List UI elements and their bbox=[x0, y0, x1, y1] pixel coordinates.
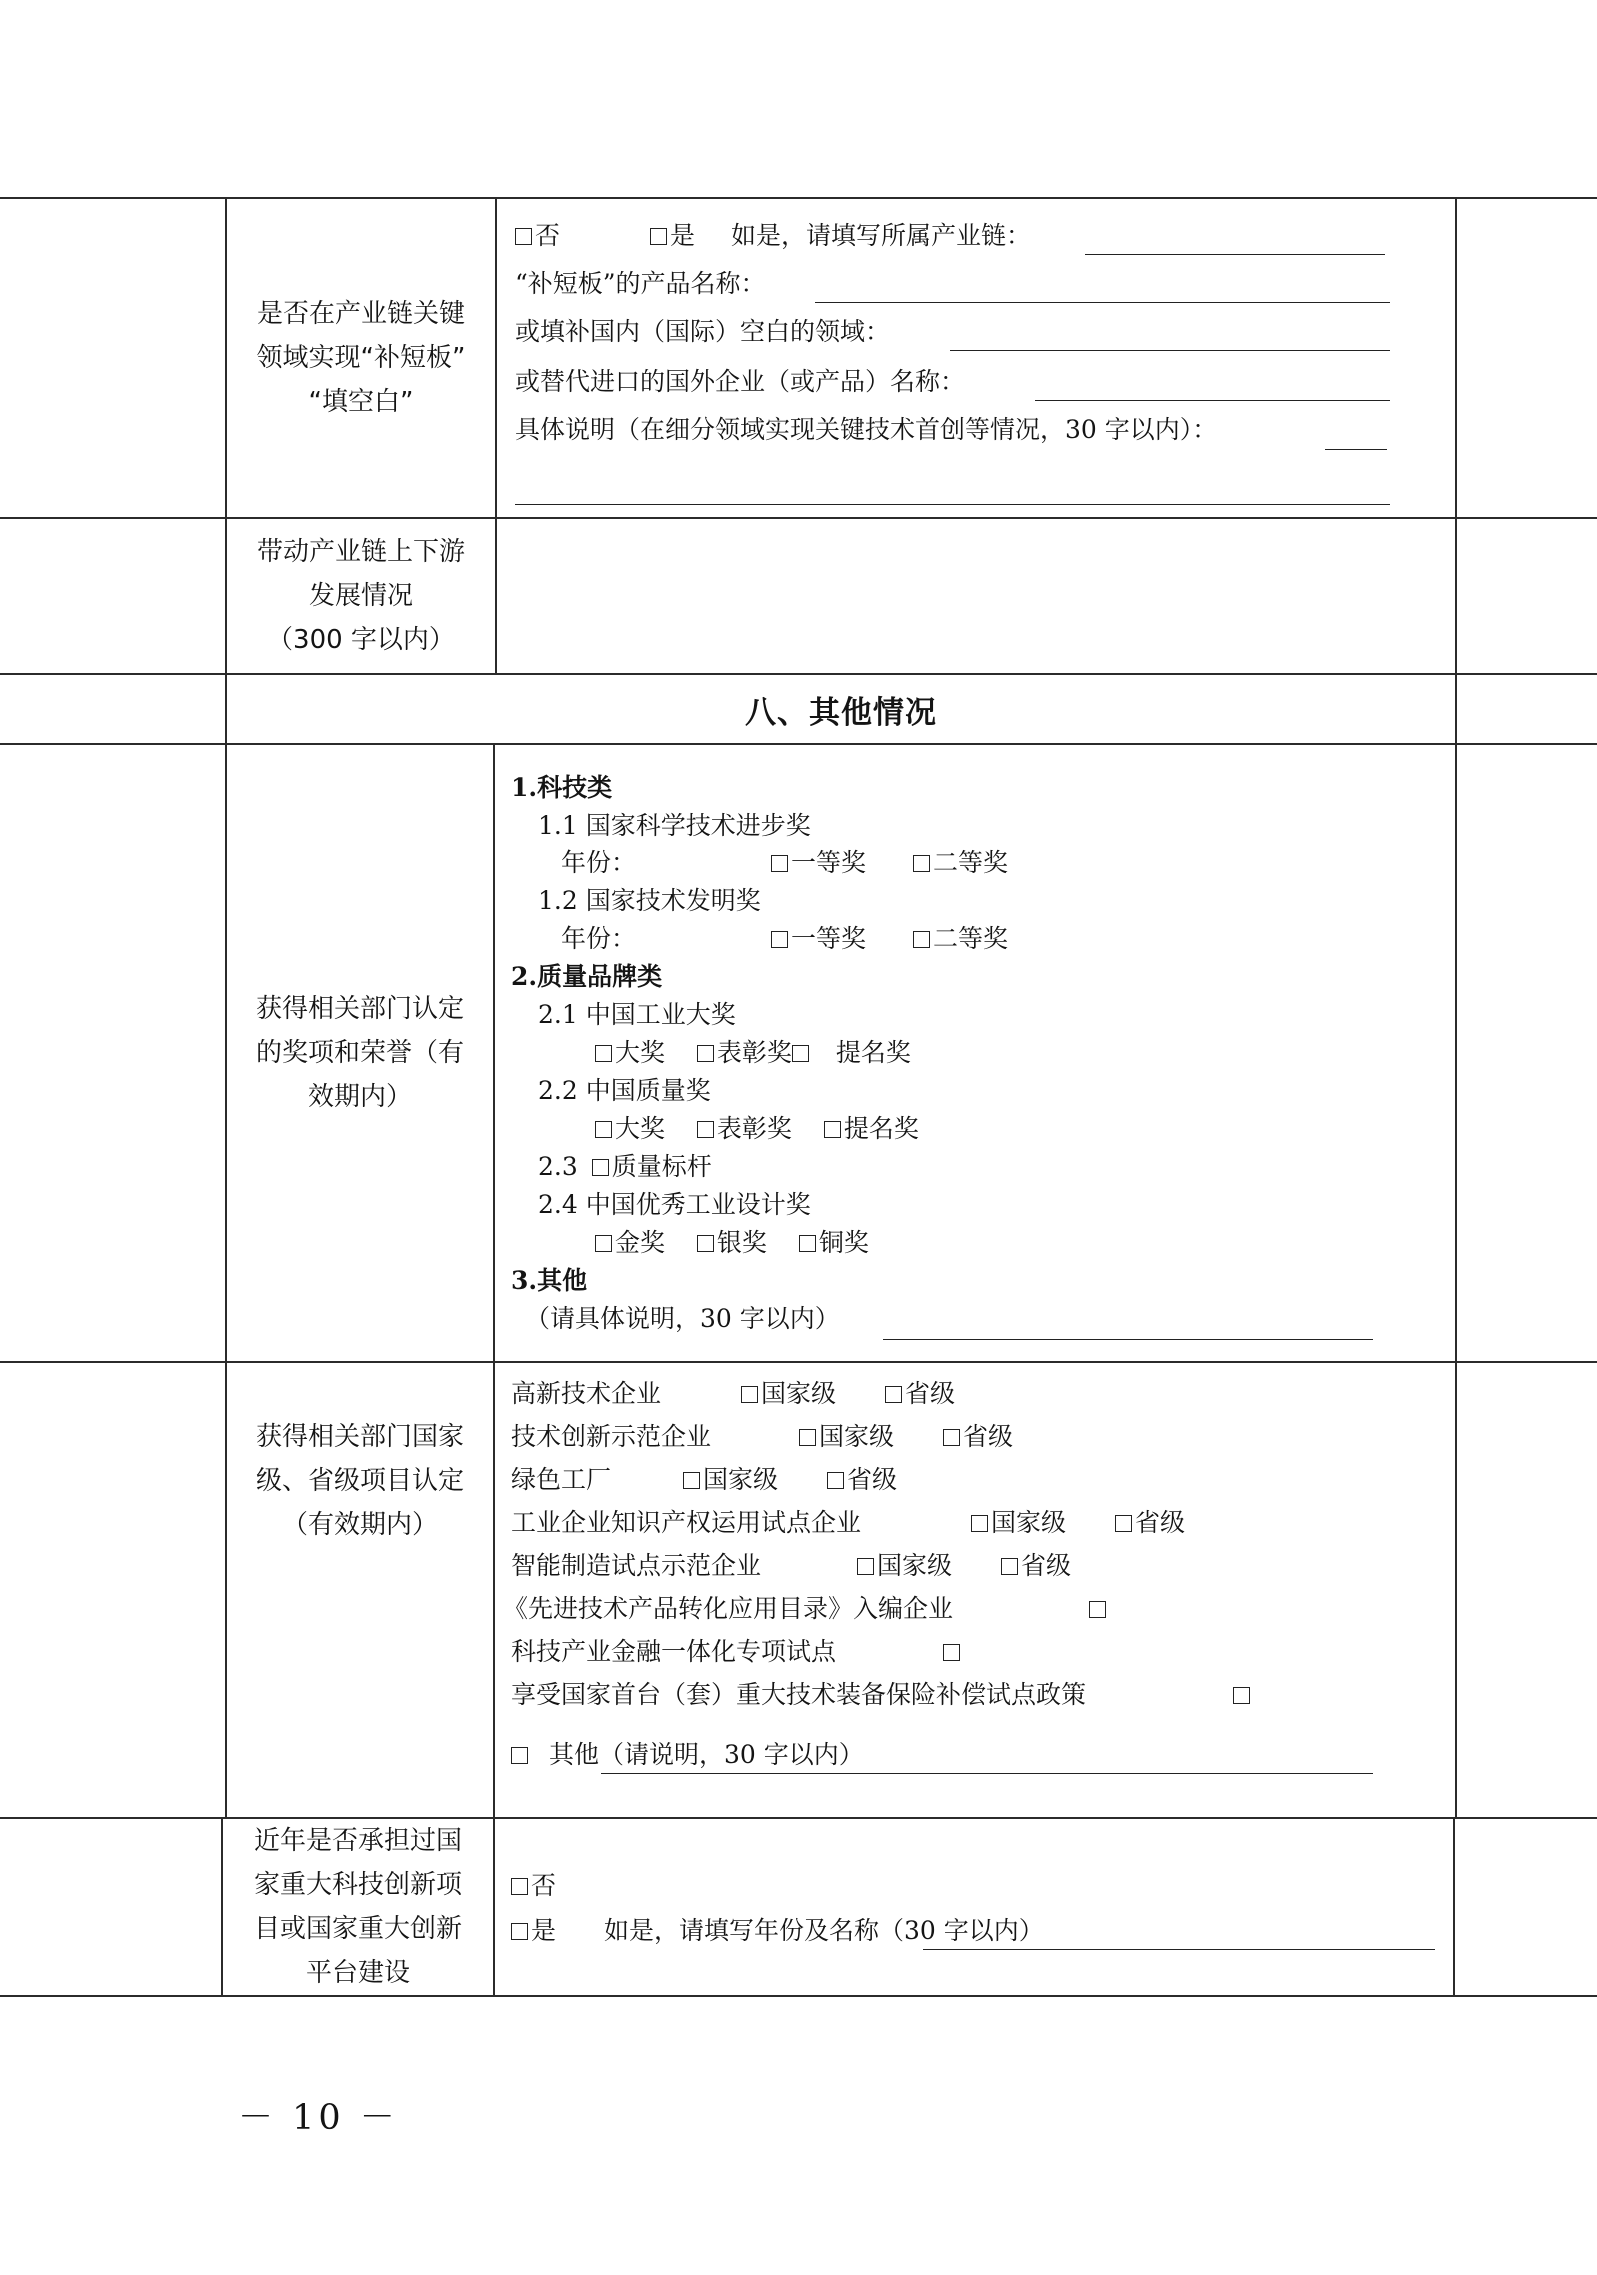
project-label: 工业企业知识产权运用试点企业 bbox=[511, 1508, 862, 1537]
other-note: （请具体说明，30 字以内） bbox=[525, 1304, 840, 1333]
checkbox-nominate[interactable] bbox=[824, 1121, 841, 1138]
upstream-input-area[interactable] bbox=[495, 519, 1457, 673]
other-input-line[interactable] bbox=[883, 1339, 1373, 1340]
award-label: 2.4 中国优秀工业设计奖 bbox=[538, 1190, 811, 1219]
note: （30 字以内） bbox=[878, 1916, 1044, 1945]
checkbox-big[interactable] bbox=[595, 1121, 612, 1138]
checkbox-big[interactable] bbox=[595, 1045, 612, 1062]
checkbox-national[interactable] bbox=[741, 1386, 758, 1403]
checkbox-second[interactable] bbox=[913, 855, 930, 872]
checkbox-benchmark[interactable] bbox=[592, 1159, 609, 1176]
other-note: （请说明，30 字以内） bbox=[598, 1740, 864, 1769]
explain-label: 具体说明（在细分领域实现关键技术首创等情况，30 字以内）： bbox=[515, 415, 1218, 444]
project-label: 《先进技术产品转化应用目录》入编企业 bbox=[503, 1594, 954, 1623]
domain-input-line[interactable] bbox=[950, 350, 1390, 351]
label-line: 是否在产业链关键 bbox=[256, 299, 465, 329]
checkbox-provincial[interactable] bbox=[1001, 1558, 1018, 1575]
replace-input-line[interactable] bbox=[1035, 400, 1390, 401]
checkbox-yes[interactable] bbox=[511, 1923, 528, 1940]
checkbox-provincial[interactable] bbox=[885, 1386, 902, 1403]
row-value: 否 是 如是，请填写年份及名称（30 字以内） bbox=[493, 1819, 1455, 1995]
project-label: 享受国家首台（套）重大技术装备保险补偿试点政策 bbox=[511, 1680, 1087, 1709]
row-upstream-downstream bbox=[0, 517, 1597, 675]
checkbox-insurance-policy[interactable] bbox=[1233, 1687, 1250, 1704]
row-awards bbox=[0, 743, 1597, 1363]
checkbox-provincial[interactable] bbox=[827, 1472, 844, 1489]
product-name-label: “补短板”的产品名称： bbox=[515, 269, 766, 298]
category-tech: 1.科技类 bbox=[511, 773, 613, 802]
row-supplement-shortboard bbox=[0, 197, 1597, 519]
project-label: 高新技术企业 bbox=[511, 1379, 662, 1408]
row-value: 高新技术企业 国家级 省级 技术创新示范企业 国家级 省级 绿色工厂 国家级 省级 工业企业知识产权运用试点企业 国家级 省级 智能制造试点示范企业 国家级 省级 《先进技术产品转化应用目录》入编企业 科技产业金融一体化专项试点 享受国家首台（套）重大技术装备保险补偿试点政策 其他（请说明，30 字以内） bbox=[493, 1363, 1457, 1817]
checkbox-national[interactable] bbox=[971, 1515, 988, 1532]
project-label: 绿色工厂 bbox=[511, 1465, 612, 1494]
row-label: 获得相关部门国家 级、省级项目认定 （有效期内） bbox=[225, 1363, 495, 1817]
other-input-line[interactable] bbox=[601, 1773, 1373, 1774]
project-name-input-line[interactable] bbox=[923, 1949, 1435, 1950]
replace-label: 或替代进口的国外企业（或产品）名称： bbox=[515, 367, 966, 396]
checkbox-gold[interactable] bbox=[595, 1235, 612, 1252]
checkbox-other[interactable] bbox=[511, 1747, 528, 1764]
page-number: － 10 － bbox=[238, 2098, 399, 2138]
label-line: “填空白” bbox=[308, 387, 414, 417]
project-label: 科技产业金融一体化专项试点 bbox=[511, 1637, 837, 1666]
row-label: 获得相关部门认定 的奖项和荣誉（有 效期内） bbox=[225, 745, 495, 1361]
checkbox-finance-pilot[interactable] bbox=[943, 1644, 960, 1661]
checkbox-no[interactable] bbox=[515, 228, 532, 245]
checkbox-national[interactable] bbox=[683, 1472, 700, 1489]
checkbox-national[interactable] bbox=[799, 1429, 816, 1446]
checkbox-first[interactable] bbox=[771, 855, 788, 872]
award-label: 2.1 中国工业大奖 bbox=[538, 1000, 736, 1029]
checkbox-second[interactable] bbox=[913, 931, 930, 948]
row-value: 1.科技类 1.1 国家科学技术进步奖 年份： 一等奖 二等奖 1.2 国家技术发明奖 年份： 一等奖 二等奖 2.质量品牌类 2.1 中国工业大奖 大奖 表彰奖 提名奖 2.2 中国质量奖 大奖 表彰奖 提名奖 2.3 质量标杆 2.4 中国优秀工业设计奖 金奖 银奖 铜奖 3.其他 （请具体说明，30 字以内） bbox=[493, 745, 1457, 1361]
label-line: 领域实现“补短板” bbox=[256, 343, 466, 373]
product-input-line[interactable] bbox=[815, 302, 1390, 303]
checkbox-provincial[interactable] bbox=[1115, 1515, 1132, 1532]
explain-input-line-2[interactable] bbox=[515, 504, 1390, 505]
project-label: 技术创新示范企业 bbox=[511, 1422, 712, 1451]
category-quality: 2.质量品牌类 bbox=[511, 962, 663, 991]
year-label: 年份： bbox=[561, 848, 637, 877]
row-label: 带动产业链上下游 发展情况 （300 字以内） bbox=[225, 519, 497, 673]
explain-input-line-1[interactable] bbox=[1325, 449, 1387, 450]
checkbox-commend[interactable] bbox=[697, 1045, 714, 1062]
checkbox-first[interactable] bbox=[771, 931, 788, 948]
chain-input-line[interactable] bbox=[1085, 254, 1385, 255]
checkbox-national[interactable] bbox=[857, 1558, 874, 1575]
row-label bbox=[225, 199, 497, 517]
award-label: 1.2 国家技术发明奖 bbox=[538, 886, 761, 915]
checkbox-commend[interactable] bbox=[697, 1121, 714, 1138]
checkbox-nominate[interactable] bbox=[792, 1045, 809, 1062]
year-label: 年份： bbox=[561, 924, 637, 953]
project-label: 智能制造试点示范企业 bbox=[511, 1551, 762, 1580]
checkbox-catalog[interactable] bbox=[1089, 1601, 1106, 1618]
checkbox-provincial[interactable] bbox=[943, 1429, 960, 1446]
row-major-projects bbox=[0, 1817, 1597, 1997]
checkbox-yes[interactable] bbox=[650, 228, 667, 245]
award-label: 1.1 国家科学技术进步奖 bbox=[538, 811, 811, 840]
row-value: 否 是 如是，请填写所属产业链： “补短板”的产品名称： 或填补国内（国际）空白的领域： 或替代进口的国外企业（或产品）名称： 具体说明（在细分领域实现关键技术首创等情况，30 字以内）： bbox=[495, 199, 1457, 517]
checkbox-bronze[interactable] bbox=[799, 1235, 816, 1252]
checkbox-silver[interactable] bbox=[697, 1235, 714, 1252]
domain-label: 或填补国内（国际）空白的领域： bbox=[515, 317, 891, 346]
row-label: 近年是否承担过国 家重大科技创新项 目或国家重大创新 平台建设 bbox=[221, 1819, 495, 1995]
award-label: 2.2 中国质量奖 bbox=[538, 1076, 711, 1105]
section-other bbox=[0, 673, 1597, 745]
row-projects bbox=[0, 1361, 1597, 1819]
checkbox-no[interactable] bbox=[511, 1878, 528, 1895]
category-other: 3.其他 bbox=[511, 1266, 588, 1295]
section-title: 八、其他情况 bbox=[225, 675, 1457, 743]
